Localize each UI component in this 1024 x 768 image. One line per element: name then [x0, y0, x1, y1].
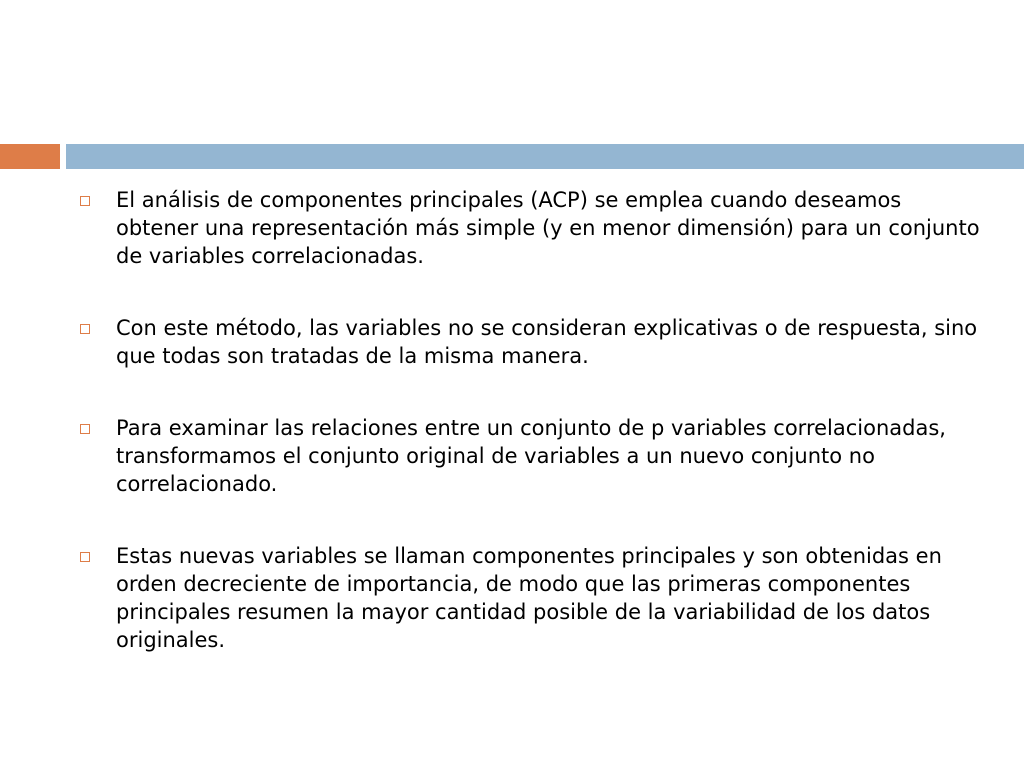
header-accent-bar-blue	[66, 144, 1024, 169]
bullet-list	[80, 186, 980, 698]
bullet-text: Estas nuevas variables se llaman componentes principales y son obtenidas en orden decreciente de importancia, de modo que las primeras componentes principales resumen la mayor cantidad posible de la variabilidad de los datos originales.	[116, 544, 942, 652]
bullet-item	[80, 314, 980, 370]
square-bullet-icon	[80, 552, 90, 562]
bullet-item	[80, 414, 980, 498]
square-bullet-icon	[80, 196, 90, 206]
square-bullet-icon	[80, 324, 90, 334]
header-accent-bar-orange	[0, 144, 60, 169]
bullet-text: Para examinar las relaciones entre un conjunto de p variables correlacionadas, transformamos el conjunto original de variables a un nuevo conjunto no correlacionado.	[116, 416, 946, 496]
bullet-text: Con este método, las variables no se consideran explicativas o de respuesta, sino que todas son tratadas de la misma manera.	[116, 316, 978, 368]
square-bullet-icon	[80, 424, 90, 434]
bullet-item	[80, 186, 980, 270]
bullet-item	[80, 542, 980, 654]
bullet-text: El análisis de componentes principales (ACP) se emplea cuando deseamos obtener una representación más simple (y en menor dimensión) para un conjunto de variables correlacionadas.	[116, 188, 980, 268]
